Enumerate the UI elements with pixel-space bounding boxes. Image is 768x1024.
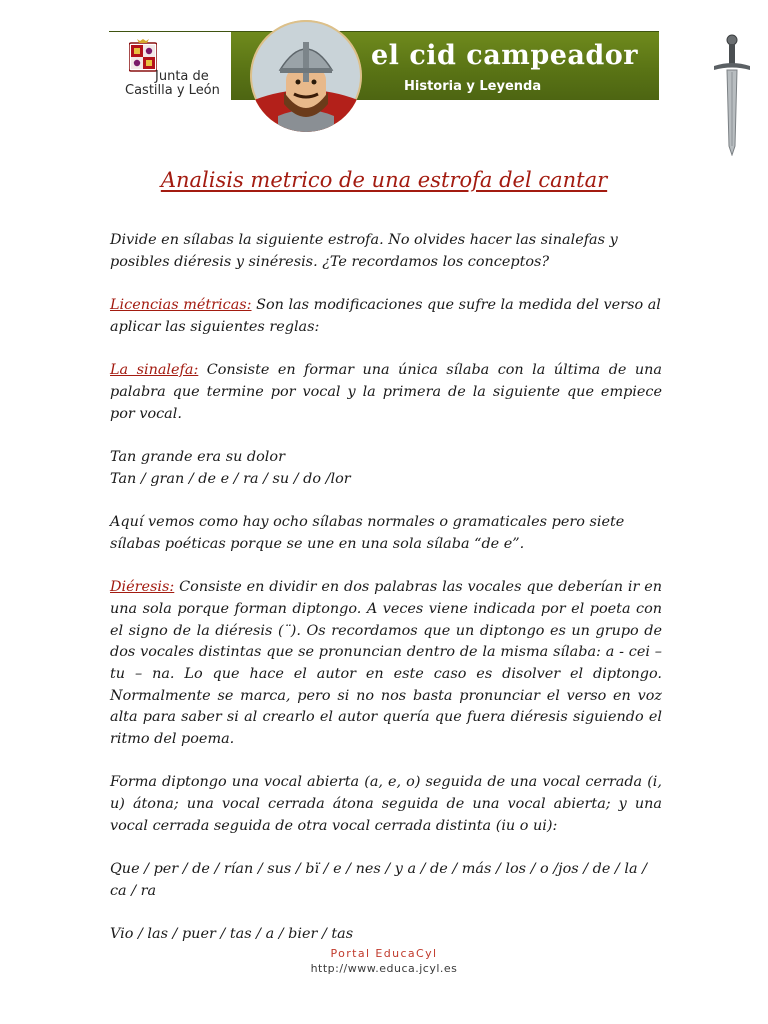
- example-verse: Tan grande era su dolor: [110, 448, 285, 465]
- example2-split: Que / per / de / rían / sus / bï / e / nes / y a / de / más / los / o /jos / de / la / ca / ra: [110, 861, 647, 899]
- sinalefa-text: Consiste en formar una única sílaba con la última de una palabra que termine por vocal y la primera de la siguiente que empiece por vocal.: [110, 362, 662, 422]
- diptongo-paragraph: Forma diptongo una vocal abierta (a, e, o) seguida de una vocal cerrada (i, u) átona; una vocal cerrada átona seguida de una vocal abierta; y una vocal cerrada seguida de otra vocal cerrada distinta (iu o ui):: [110, 774, 662, 834]
- sword-icon: [712, 34, 752, 156]
- castilla-leon-crest-icon: [129, 39, 157, 73]
- dieresis-text: Consiste en dividir en dos palabras las vocales que deberían ir en una sola porque forman diptongo. A veces viene indicada por el poeta con el signo de la diéresis (¨). Os recordamos que un diptongo es un grupo de dos vocales distintas que se pronuncian dentro de la misma sílaba: a - cei – tu – na. Lo que hace el autor en este caso es disolver el diptongo. Normalmente se marca, pero si no nos basta pronunciar el verso en voz alta para saber si al crearlo el autor quería que fuera diéresis siguiendo el ritmo del poema.: [110, 579, 662, 748]
- sinalefa-term: La sinalefa:: [110, 362, 199, 379]
- banner-title: el cid campeador: [371, 40, 638, 71]
- header-banner: [109, 31, 659, 100]
- intro-paragraph: Divide en sílabas la siguiente estrofa. No olvides hacer las sinalefas y posibles diéresis y sinéresis. ¿Te recordamos los conceptos?: [110, 232, 618, 270]
- licencias-paragraph: [110, 295, 662, 338]
- junta-logo: [109, 32, 231, 100]
- document-title: Analisis metrico de una estrofa del cantar: [160, 168, 608, 192]
- banner-subtitle: Historia y Leyenda: [404, 79, 542, 94]
- example-note: Aquí vemos como hay ocho sílabas normales o gramaticales pero siete sílabas poéticas porque se une en una sola sílaba “de e”.: [110, 514, 625, 552]
- example3-split: Vio / las / puer / tas / a / bier / tas: [110, 926, 354, 943]
- example-split: Tan / gran / de e / ra / su / do /lor: [110, 470, 351, 487]
- dieresis-term: Diéresis:: [110, 579, 175, 596]
- footer: [0, 946, 768, 976]
- logo-line-1: Junta de: [155, 69, 209, 84]
- document-body: [110, 230, 662, 968]
- logo-line-2: Castilla y León: [125, 83, 220, 98]
- sinalefa-paragraph: [110, 360, 662, 425]
- licencias-term: Licencias métricas:: [110, 297, 252, 314]
- licencias-text: Son las modificaciones que sufre la medida del verso al aplicar las siguientes reglas:: [110, 297, 661, 335]
- example-block: [110, 447, 662, 490]
- dieresis-paragraph: [110, 577, 662, 751]
- footer-portal: Portal EducaCyl: [330, 947, 438, 960]
- footer-url[interactable]: http://www.educa.jcyl.es: [310, 962, 458, 975]
- cid-portrait-icon: [250, 20, 362, 132]
